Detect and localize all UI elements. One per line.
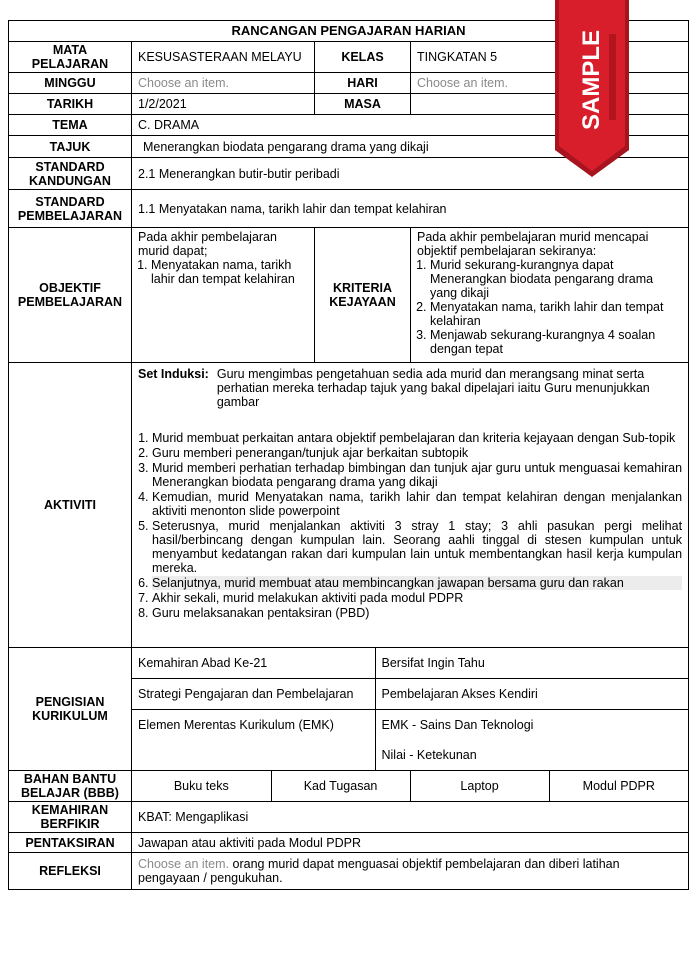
aktiviti-step: 7. Akhir sekali, murid melakukan aktiviti pada modul PDPR xyxy=(152,591,682,605)
objektif-intro: Pada akhir pembelajaran murid dapat; xyxy=(138,230,277,258)
aktiviti-step: 8. Guru melaksanakan pentaksiran (PBD) xyxy=(152,606,682,620)
aktiviti-step: 5. Seterusnya, murid menjalankan aktiviti 3 stray 1 stay; 3 ahli pasukan pergi melihat hasil/berbincang dengan kumpulan lain. Seorang aahli tinggal di stesen kumpulan untuk menyambut kedatangan rakan dari kumpulan lain untuk membentangkan hasil kerja kumpulan mereka. xyxy=(152,519,682,575)
bbb-item: Buku teks xyxy=(132,771,271,801)
bbb-item: Modul PDPR xyxy=(582,779,655,793)
refleksi-cell xyxy=(132,853,689,890)
tema-label: TEMA xyxy=(9,115,132,136)
standard-kandungan-value: 2.1 Menerangkan butir-butir peribadi xyxy=(132,158,689,190)
kriteria-label: KRITERIA KEJAYAAN xyxy=(315,228,411,363)
kelas-label: KELAS xyxy=(315,42,411,73)
tarikh-label: TARIKH xyxy=(9,94,132,115)
mata-pelajaran-label: MATA PELAJARAN xyxy=(9,42,132,73)
minggu-label: MINGGU xyxy=(9,73,132,94)
mata-pelajaran-value: KESUSASTERAAN MELAYU xyxy=(132,42,315,73)
standard-pembelajaran-value: 1.1 Menyatakan nama, tarikh lahir dan tempat kelahiran xyxy=(132,190,689,228)
set-induksi xyxy=(138,367,682,409)
abad-label: Kemahiran Abad Ke-21 xyxy=(132,648,375,679)
strategi-value: Pembelajaran Akses Kendiri xyxy=(375,679,688,710)
tajuk-value: Menerangkan biodata pengarang drama yang dikaji xyxy=(132,136,689,158)
refleksi-dropdown[interactable]: Choose an item. xyxy=(138,857,230,871)
refleksi-label: REFLEKSI xyxy=(9,853,132,890)
aktiviti-step: 2. Guru memberi penerangan/tunjuk ajar berkaitan subtopik xyxy=(152,446,682,460)
kriteria-item: 3. Menjawab sekurang-kurangnya 4 soalan dengan tepat xyxy=(430,328,682,356)
emk-label: Elemen Merentas Kurikulum (EMK) xyxy=(132,710,375,741)
standard-kandungan-label: STANDARD KANDUNGAN xyxy=(9,158,132,190)
set-induksi-label: Set Induksi: xyxy=(138,367,209,381)
pengisian-label: PENGISIAN KURIKULUM xyxy=(9,648,132,771)
aktiviti-step: 3. Murid memberi perhatian terhadap bimbingan dan tunjuk ajar guru untuk menguasai kemahiran Menerangkan biodata pengarang drama yang dikaji xyxy=(152,461,682,489)
kriteria-intro: Pada akhir pembelajaran murid mencapai objektif pembelajaran sekiranya: xyxy=(417,230,649,258)
bbb-cell xyxy=(132,771,689,802)
set-induksi-text: Guru mengimbas pengetahuan sedia ada murid dan merangsang minat serta perhatian mereka terhadap tajuk yang bakal dipelajari iaitu Guru menunjukkan gambar xyxy=(216,367,650,409)
aktiviti-step: 6. Selanjutnya, murid membuat atau membincangkan jawapan bersama guru dan rakan xyxy=(152,576,682,590)
bbb-label: BAHAN BANTU BELAJAR (BBB) xyxy=(9,771,132,802)
masa-label: MASA xyxy=(315,94,411,115)
hari-label: HARI xyxy=(315,73,411,94)
pentaksiran-label: PENTAKSIRAN xyxy=(9,833,132,853)
tajuk-label: TAJUK xyxy=(9,136,132,158)
document-title: RANCANGAN PENGAJARAN HARIAN xyxy=(9,21,689,42)
hari-dropdown[interactable]: Choose an item. xyxy=(411,73,689,94)
standard-pembelajaran-label: STANDARD PEMBELAJARAN xyxy=(9,190,132,228)
kemahiran-berfikir-label: KEMAHIRAN BERFIKIR xyxy=(9,802,132,833)
aktiviti-step: 1. Murid membuat perkaitan antara objektif pembelajaran dan kriteria kejayaan dengan Sub-topik xyxy=(152,431,682,445)
bbb-item: Kad Tugasan xyxy=(271,771,410,801)
emk-value: EMK - Sains Dan Teknologi xyxy=(381,718,534,732)
objektif-cell xyxy=(132,228,315,363)
kriteria-item: 2. Menyatakan nama, tarikh lahir dan tempat kelahiran xyxy=(430,300,682,328)
aktiviti-label: AKTIVITI xyxy=(9,363,132,648)
objektif-label: OBJEKTIF PEMBELAJARAN xyxy=(9,228,132,363)
refleksi-text: orang murid dapat menguasai objektif pembelajaran dan diberi latihan pengayaan / pengukuhan. xyxy=(138,857,620,885)
nilai-value: Nilai - Ketekunan xyxy=(381,748,477,762)
pentaksiran-value: Jawapan atau aktiviti pada Modul PDPR xyxy=(132,833,689,853)
aktiviti-cell xyxy=(132,363,689,648)
tarikh-value: 1/2/2021 xyxy=(132,94,315,115)
kriteria-cell xyxy=(411,228,689,363)
masa-value xyxy=(411,94,689,115)
tema-value: C. DRAMA xyxy=(132,115,689,136)
kemahiran-berfikir-value: KBAT: Mengaplikasi xyxy=(132,802,689,833)
sample-ribbon xyxy=(551,0,633,180)
abad-value: Bersifat Ingin Tahu xyxy=(375,648,688,679)
kriteria-item: 1. Murid sekurang-kurangnya dapat Menerangkan biodata pengarang drama yang dikaji xyxy=(430,258,682,300)
sample-watermark-text: SAMPLE xyxy=(578,29,605,130)
pengisian-cell xyxy=(132,648,689,771)
kelas-value: TINGKATAN 5 xyxy=(411,42,689,73)
strategi-label: Strategi Pengajaran dan Pembelajaran xyxy=(132,679,375,710)
bbb-item: Laptop xyxy=(410,771,549,801)
objektif-item: 1. Menyatakan nama, tarikh lahir dan tempat kelahiran xyxy=(151,258,308,286)
minggu-dropdown[interactable]: Choose an item. xyxy=(132,73,315,94)
aktiviti-step: 4. Kemudian, murid Menyatakan nama, tarikh lahir dan tempat kelahiran dengan menjalankan aktiviti menonton slide powerpoint xyxy=(152,490,682,518)
nilai-spacer xyxy=(132,740,375,770)
